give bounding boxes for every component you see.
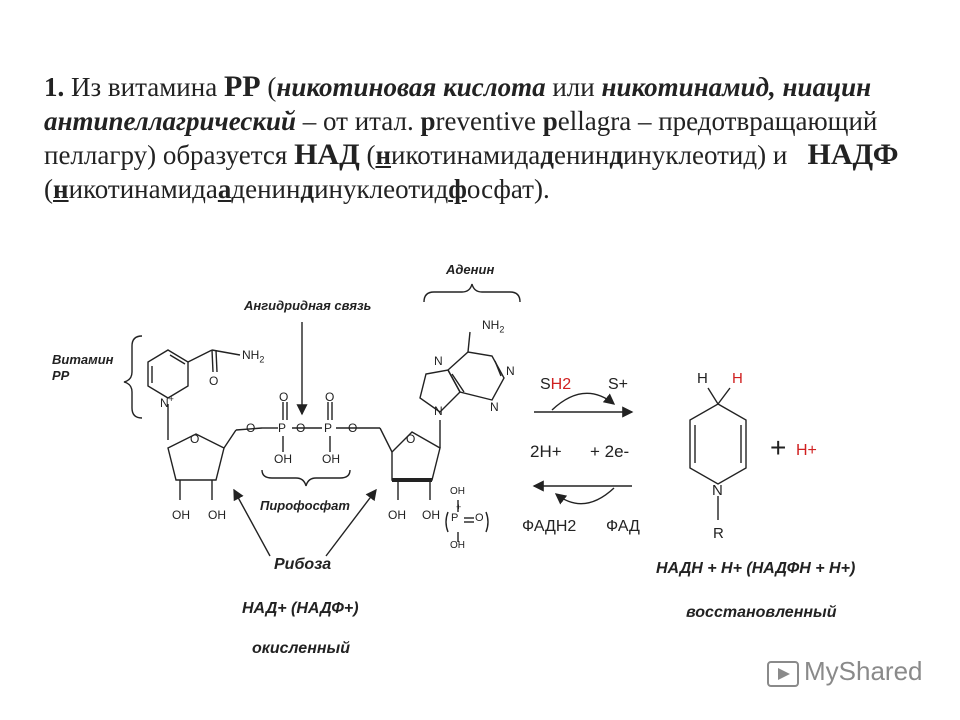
adenine-brace [424,284,520,302]
atom-o-amide: O [209,374,219,388]
atom-oh-r1a: OH [172,508,190,522]
watermark [766,656,923,688]
underlined-n: н [375,140,392,170]
label-anhydride-bond: Ангидридная связь [244,298,372,313]
atom-o-ribose-2: O [406,432,416,446]
reaction-fadh2: ФАДН2 [522,518,577,535]
label-oxidized: окисленный [252,640,350,657]
paren-open: ( [267,72,277,102]
vitamin-brace [124,336,142,418]
names-nicotinic-acid: никотиновая кислота [276,72,546,102]
atom-o-phos: O [475,512,484,524]
text-enin: енин [553,140,610,170]
underlined-a-2: а [217,174,232,204]
atom-n-3: N [490,400,499,414]
pyrophosphate-brace [262,470,350,486]
label-reduced: восстановленный [686,604,837,621]
atom-n-reduced: N [712,482,723,499]
pyridine-ring [148,350,188,398]
atom-oh-phos-top: OH [450,486,465,497]
label-nadh: НАДН + Н+ (НАДФН + Н+) [656,560,856,577]
letter-p-1: p [420,106,436,136]
atom-oh-phos-bottom: OH [450,540,465,551]
item-number: 1. [44,72,65,102]
underlined-n-2: н [53,174,69,204]
atom-oh-p2: OH [322,452,340,466]
atom-oh-r1b: OH [208,508,226,522]
atom-o-p1: O [279,390,289,404]
myshared-logo-icon [766,658,800,688]
text-inukleotid: инуклеотид) и [622,140,788,170]
label-pyrophosphate: Пирофосфат [260,498,350,513]
label-vitamin-pp: Витамин PP [52,352,114,383]
underlined-d-2: д [300,174,315,204]
atom-o-link-1: O [246,421,256,435]
atom-r: R [713,525,724,542]
text-osfat: осфат). [466,174,550,204]
atom-nh2-amide: $NH_2$ [242,348,265,365]
atom-n-7: N [434,354,443,368]
atom-h-left: H [697,370,708,387]
reaction-h-plus-red: H+ [796,442,817,459]
text-inukleotid-2: инуклеотид [314,174,449,204]
nadf-term: НАДФ [807,138,899,171]
text-denin: денин [231,174,301,204]
text-nicotinamida: икотинамида [391,140,541,170]
dihydropyridine-ring [690,404,746,484]
atom-p-plus: + [456,502,462,512]
reaction-big-plus: + [770,432,787,463]
text-from-vitamin: Из витамина [71,72,218,102]
atom-n-9: N [434,404,443,418]
atom-nh2-adenine: $NH_2$ [482,318,505,335]
label-ribose: Рибоза [274,556,332,573]
underlined-a: д [540,140,554,170]
atom-oh-r2: OH [388,508,406,522]
reaction-2e-minus: + 2e- [590,442,630,461]
atom-h-right: H [732,370,743,387]
reaction-fad: ФАД [606,518,640,535]
atom-o-p2: O [325,390,335,404]
atom-n-1: N [506,364,515,378]
text-ellagra: ellagra – предотвращающий [557,106,878,136]
underlined-d: д [609,140,623,170]
reaction-s-plus: S+ [608,376,629,393]
reaction-sh2: SH2 [540,376,572,393]
atom-p-phos: P [451,512,459,524]
nad-term: НАД [294,138,360,171]
letter-p-2: p [542,106,558,136]
text-or: или [552,72,595,102]
paren-open-2: ( [366,140,376,170]
atom-p-2: P [324,421,333,435]
reaction-2h-plus: 2H+ [530,442,562,461]
vitamin-pp: PP [223,70,261,103]
adenine-six-ring [448,352,504,400]
text-nicotinamida-2: икотинамида [68,174,218,204]
watermark-text: MyShared [804,656,923,686]
paren-open-3: ( [44,174,53,204]
atom-p-1: P [278,421,287,435]
label-adenine: Аденин [446,262,495,277]
atom-o-link-2: O [348,421,358,435]
underlined-f: ф [448,174,467,204]
atom-oh-p1: OH [274,452,292,466]
label-nad-oxidized: НАД+ (НАДФ+) [242,600,359,617]
ribose-2 [392,432,440,480]
atom-n-plus: N+ [160,394,174,410]
atom-o-ribose-1: O [190,432,200,446]
antipellagric: антипеллагрический [44,106,297,136]
text-from-italian: – от итал. [302,106,414,136]
atom-oh-r2b: OH [422,508,440,522]
names-nicotinamide: никотинамид, ниацин [601,72,872,102]
text-pellagra-forms: пеллагру) образуется [44,140,288,170]
atom-o-bridge: O [296,421,306,435]
text-reventive: reventive [435,106,536,136]
